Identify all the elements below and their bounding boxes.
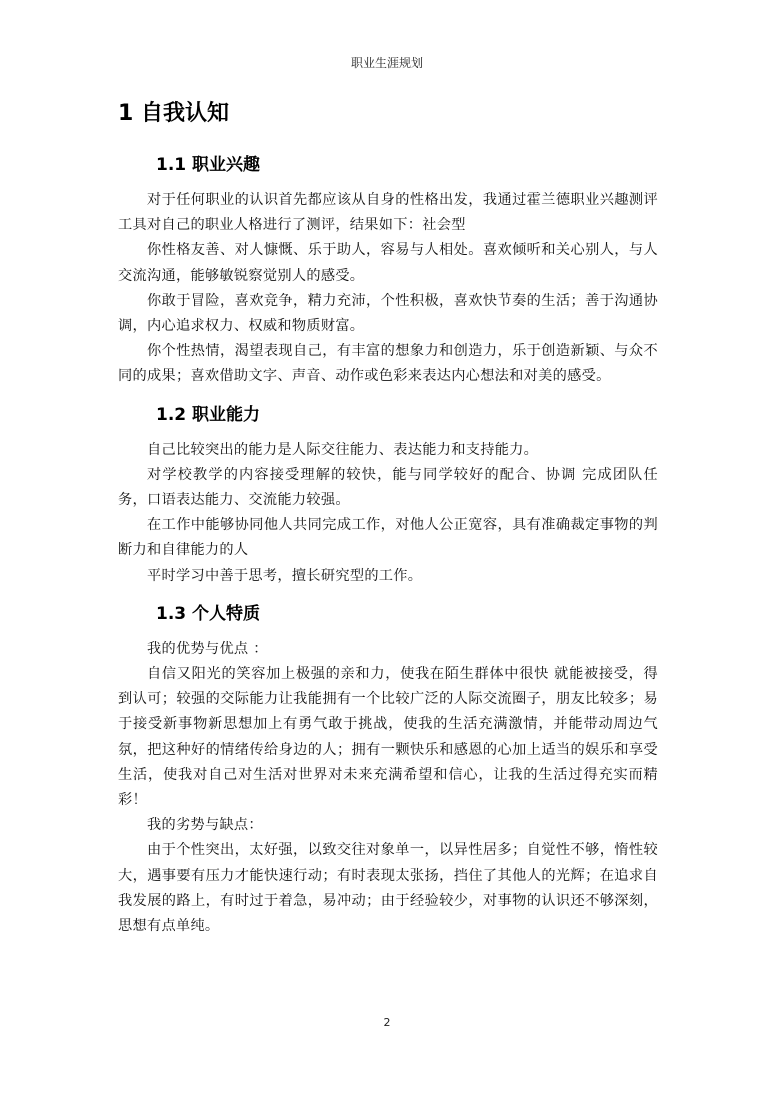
section-career-ability: [118, 400, 658, 589]
page-content: [118, 96, 658, 949]
paragraph: 你个性热情，渴望表现自己，有丰富的想象力和创造力，乐于创造新颖、与众不同的成果；喜欢借助文字、声音、动作或色彩来表达内心想法和对美的感受。: [118, 343, 658, 385]
running-header: 职业生涯规划: [350, 56, 423, 70]
page-number: 2: [383, 1016, 391, 1029]
paragraph: 你敢于冒险，喜欢竞争，精力充沛，个性积极，喜欢快节奏的生活；善于沟通协调，内心追求权力、权威和物质财富。: [118, 292, 658, 335]
paragraph: 在工作中能够协同他人共同完成工作，对他人公正宽容，具有准确裁定事物的判断力和自律能力的人: [118, 517, 658, 559]
section-career-interest: [118, 150, 658, 390]
section-title: 1.1 职业兴趣: [156, 155, 261, 175]
chapter-title: 1 自我认知: [118, 101, 229, 126]
section-title: 1.3 个人特质: [156, 603, 261, 624]
paragraph: 我的优势与优点 ：: [147, 640, 268, 657]
paragraph: 由于个性突出，太好强，以致交往对象单一，以异性居多；自觉性不够，惰性较大，遇事要有压力才能快速行动；有时表现太张扬，挡住了其他人的光辉；在追求自我发展的路上，有时过于着急，易冲动；由于经验较少，对事物的认识还不够深刻，思想有点单纯。: [118, 842, 658, 935]
section-title: 1.2 职业能力: [156, 404, 261, 425]
paragraph: 我的劣势与缺点：: [147, 817, 263, 834]
section-personal-traits: [118, 599, 658, 939]
paragraph: 自信又阳光的笑容加上极强的亲和力，使我在陌生群体中很快 就能被接受，得到认可；较强的交际能力让我能拥有一个比较广泛的人际交流圈子，朋友比较多；易于接受新事物新思想加上有勇气敢于挑战，使我的生活充满激情，并能带动周边气氛，把这种好的情绪传给身边的人；拥有一颗快乐和感恩的心加上适当的娱乐和享受生活，使我对自己对生活对世界对未来充满希望和信心，让我的生活过得充实而精彩！: [118, 666, 658, 809]
paragraph: 对学校教学的内容接受理解的较快，能与同学较好的配合、协调 完成团队任务，口语表达能力、交流能力较强。: [118, 466, 658, 509]
paragraph: 自己比较突出的能力是人际交往能力、表达能力和支持能力。: [147, 441, 539, 458]
paragraph: 平时学习中善于思考，擅长研究型的工作。: [147, 567, 423, 584]
paragraph: 你性格友善、对人慷慨、乐于助人，容易与人相处。喜欢倾听和关心别人，与人交流沟通，能够敏锐察觉别人的感受。: [118, 242, 658, 284]
paragraph: 对于任何职业的认识首先都应该从自身的性格出发，我通过霍兰德职业兴趣测评工具对自己的职业人格进行了测评，结果如下：社会型: [118, 192, 658, 234]
